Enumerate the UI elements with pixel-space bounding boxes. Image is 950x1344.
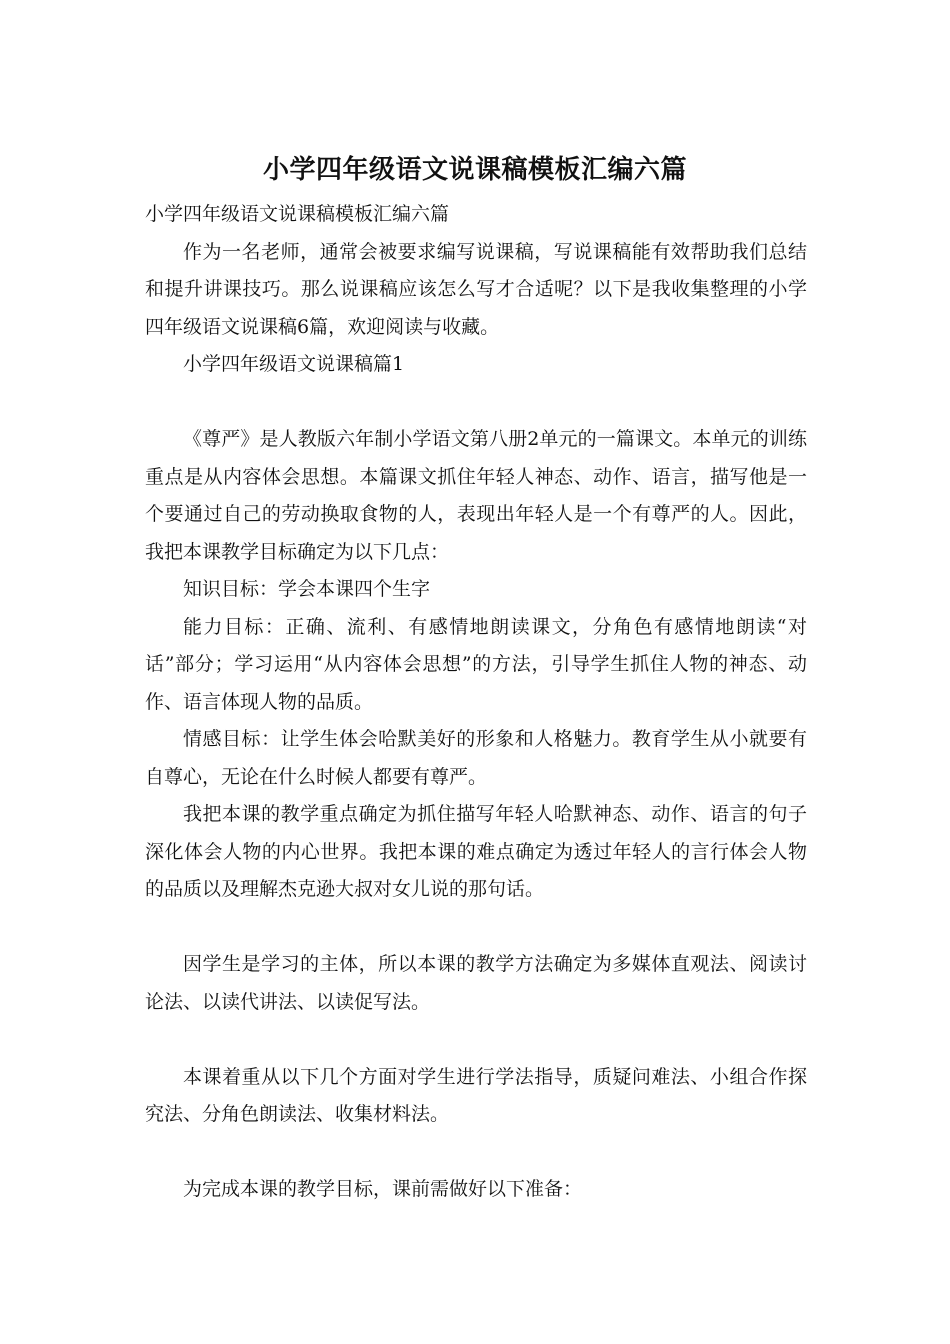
document-title: 小学四年级语文说课稿模板汇编六篇 <box>262 155 687 185</box>
paragraph: 本课着重从以下几个方面对学生进行学法指导，质疑问难法、小组合作探究法、分角色朗读法、收集材料法。 <box>145 1065 807 1125</box>
paragraph: 情感目标：让学生体会哈默美好的形象和人格魅力。教育学生从小就要有自尊心，无论在什么时候人都要有尊严。 <box>145 728 807 788</box>
paragraph: 因学生是学习的主体，所以本课的教学方法确定为多媒体直观法、阅读讨论法、以读代讲法、以读促写法。 <box>145 953 807 1013</box>
paragraph: 能力目标：正确、流利、有感情地朗读课文，分角色有感情地朗读“对话”部分；学习运用“从内容体会思想”的方法，引导学生抓住人物的神态、动作、语言体现人物的品质。 <box>145 615 807 713</box>
document-body <box>145 196 807 1209</box>
paragraph: 我把本课的教学重点确定为抓住描写年轻人哈默神态、动作、语言的句子深化体会人物的内心世界。我把本课的难点确定为透过年轻人的言行体会人物的品质以及理解杰克逊大叔对女儿说的那句话。 <box>145 803 807 900</box>
blank-line <box>145 1134 807 1172</box>
blank-line <box>145 909 807 947</box>
paragraph: 为完成本课的教学目标，课前需做好以下准备： <box>183 1178 583 1200</box>
paragraph: 知识目标：学会本课四个生字 <box>183 578 431 600</box>
blank-line <box>145 1021 807 1059</box>
section-heading: 小学四年级语文说课稿篇1 <box>183 353 405 375</box>
intro-paragraph: 作为一名老师，通常会被要求编写说课稿，写说课稿能有效帮助我们总结和提升讲课技巧。那么说课稿应该怎么写才合适呢？以下是我收集整理的小学四年级语文说课稿6篇，欢迎阅读与收藏。 <box>145 240 807 338</box>
blank-line <box>145 384 807 422</box>
paragraph: 《尊严》是人教版六年制小学语文第八册2单元的一篇课文。本单元的训练重点是从内容体会思想。本篇课文抓住年轻人神态、动作、语言，描写他是一个要通过自己的劳动换取食物的人，表现出年轻人是一个有尊严的人。因此，我把本课教学目标确定为以下几点： <box>145 428 807 563</box>
subtitle-line: 小学四年级语文说课稿模板汇编六篇 <box>145 203 450 225</box>
